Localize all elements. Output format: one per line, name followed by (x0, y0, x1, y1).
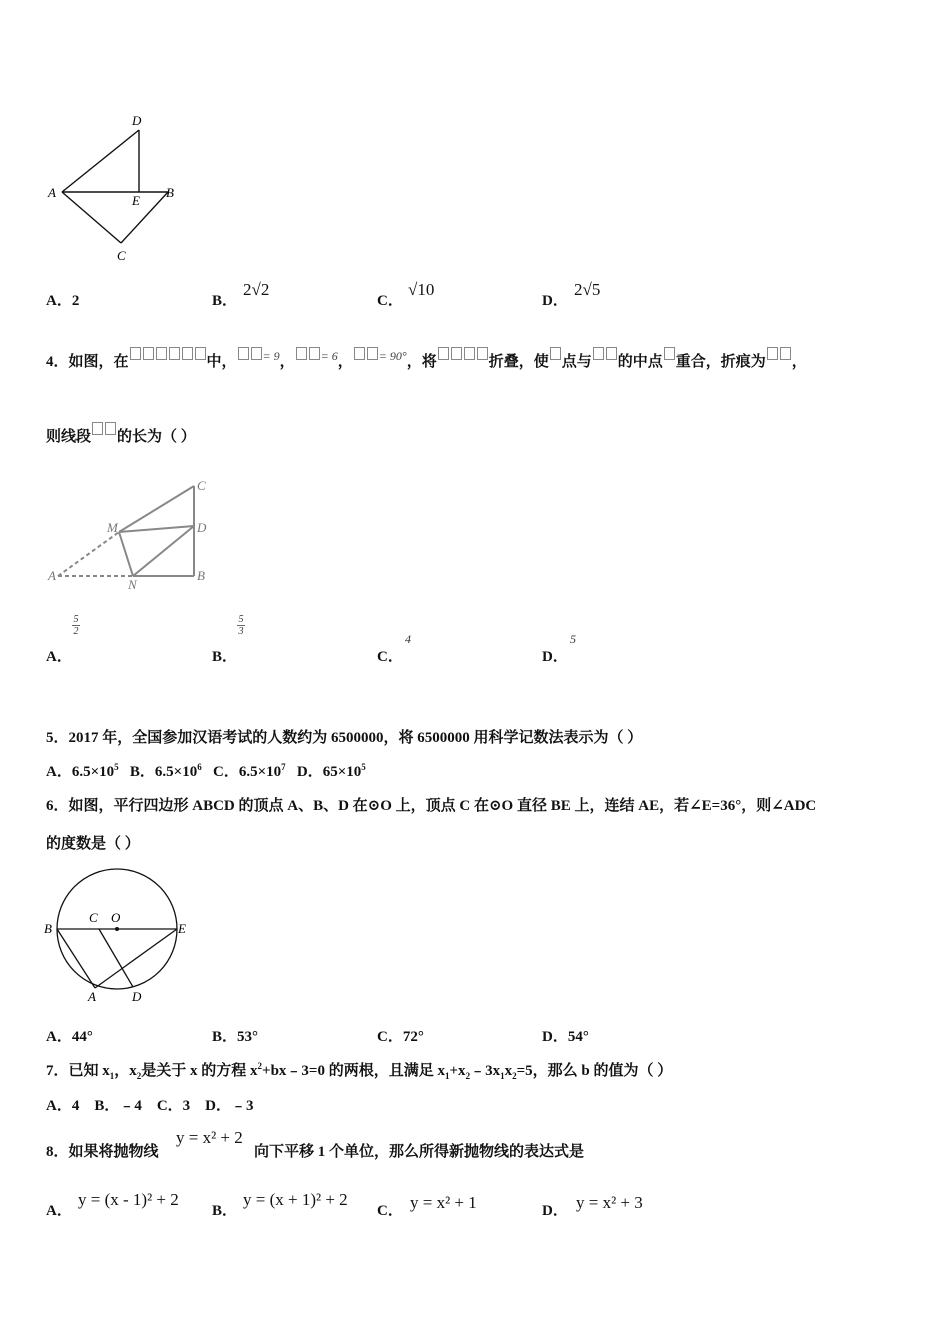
q5-option-c: C．$6.5\times 10^7$ (212, 762, 286, 780)
q3-label-b: B (166, 185, 174, 200)
q8-option-a-value: y = (x - 1)² + 2 (78, 1190, 179, 1209)
q4-line-md (119, 526, 194, 532)
q6-label-a: A (88, 989, 96, 1004)
q4-line-2: 则线段 的长为（ ） (46, 422, 196, 446)
q3-option-b-value: 2√2 (243, 280, 270, 299)
q4-option-a-fraction: 5 2 (73, 614, 79, 637)
q8-option-d: D． (542, 1203, 568, 1219)
q6-label-c: C (89, 910, 98, 925)
q8-option-d-value: y = x² + 3 (576, 1193, 643, 1212)
q4-line-am (58, 532, 119, 576)
q4-label-a: A (48, 568, 56, 583)
q3-line-ad (62, 130, 139, 192)
q3-line-cb (121, 192, 168, 243)
q7-options: A．4 B．﹣4 C．3 D．﹣3 (46, 1098, 254, 1114)
q3-option-d: D． (542, 293, 568, 309)
q5-option-a: A．$6.5\times 10^5$ (46, 762, 119, 780)
q4-line-cm (119, 486, 194, 532)
q6-figure (40, 866, 200, 1006)
q4-option-d: D． (542, 649, 568, 665)
q4-figure (44, 472, 224, 592)
q3-label-c: C (117, 248, 126, 263)
q3-option-a: A．2 (46, 293, 80, 309)
q4-label-b: B (197, 568, 205, 583)
q6-option-c: C．72° (377, 1029, 424, 1045)
q3-label-d: D (132, 113, 142, 128)
q8-option-a: A． (46, 1203, 72, 1219)
q5-option-b: B．$6.5\times 10^6$ (129, 762, 202, 780)
q6-label-e: E (178, 921, 186, 936)
q8-option-c-value: y = x² + 1 (410, 1193, 477, 1212)
q4-option-b-fraction: 5 3 (238, 614, 244, 637)
q6-stem-line-2: 的度数是（ ） (46, 836, 140, 852)
q4-label-d: D (197, 520, 207, 535)
q8-stem-1: 8．如果将抛物线 (46, 1144, 159, 1160)
q3-line-ac (62, 192, 121, 243)
q4-line-nd (133, 526, 194, 576)
q4-line-mn (119, 532, 133, 576)
q7-stem: 7．已知 $x_1$，$x_2$是关于 x 的方程 $x^2+bx﹣3=0$ 的两根，且满足 $x_1+x_2﹣3x_1x_2=5$，那么 b 的值为（ ） (46, 1061, 673, 1081)
q3-option-d-value: 2√5 (574, 280, 601, 299)
q5-options (46, 760, 366, 781)
q6-option-a: A．44° (46, 1029, 93, 1045)
q3-option-c-value: √10 (408, 280, 435, 299)
q6-label-o: O (111, 910, 121, 925)
q4-label-c: C (197, 478, 206, 493)
q4-option-a: A． (46, 649, 72, 665)
q4-option-b: B． (212, 649, 238, 665)
q8-stem-2: 向下平移 1 个单位，那么所得新抛物线的表达式是 (254, 1144, 585, 1160)
q3-option-b: B． (212, 293, 238, 309)
q3-label-a: A (48, 185, 56, 200)
q4-line-1: 4．如图，在 中， = 9， = 6， = 90°，将 折叠，使 点与 的中点 重合，折痕为 ， (46, 349, 807, 370)
q4-option-c-value: 4 (405, 632, 411, 646)
q8-option-b-value: y = (x + 1)² + 2 (243, 1190, 348, 1209)
q6-option-b: B．53° (212, 1029, 259, 1045)
q5-option-d: D．$65\times 10^5$ (296, 762, 366, 780)
q4-label-m: M (107, 520, 118, 535)
q4-option-c: C． (377, 649, 403, 665)
q5-stem: 5．2017 年，全国参加汉语考试的人数约为 6500000，将 6500000 用科学记数法表示为（ ） (46, 730, 643, 746)
q8-formula: y = x² + 2 (176, 1128, 243, 1147)
q4-option-d-value: 5 (570, 632, 576, 646)
q3-label-e: E (132, 193, 140, 208)
q8-option-b: B． (212, 1203, 238, 1219)
q8-option-c: C． (377, 1203, 403, 1219)
q6-label-d: D (132, 989, 142, 1004)
q6-line-ae (95, 929, 177, 988)
q6-line-cd (99, 929, 133, 987)
q6-stem-line-1: 6．如图，平行四边形 ABCD 的顶点 A、B、D 在⊙O 上，顶点 C 在⊙O 直径 BE 上，连结 AE，若∠E=36°，则∠ADC (46, 798, 817, 814)
q6-label-b: B (44, 921, 52, 936)
q6-center-dot (115, 927, 119, 931)
q4-label-n: N (128, 577, 137, 592)
q3-figure (40, 108, 200, 268)
q6-line-ba (57, 929, 95, 988)
q6-option-d: D．54° (542, 1029, 589, 1045)
q3-option-c: C． (377, 293, 403, 309)
